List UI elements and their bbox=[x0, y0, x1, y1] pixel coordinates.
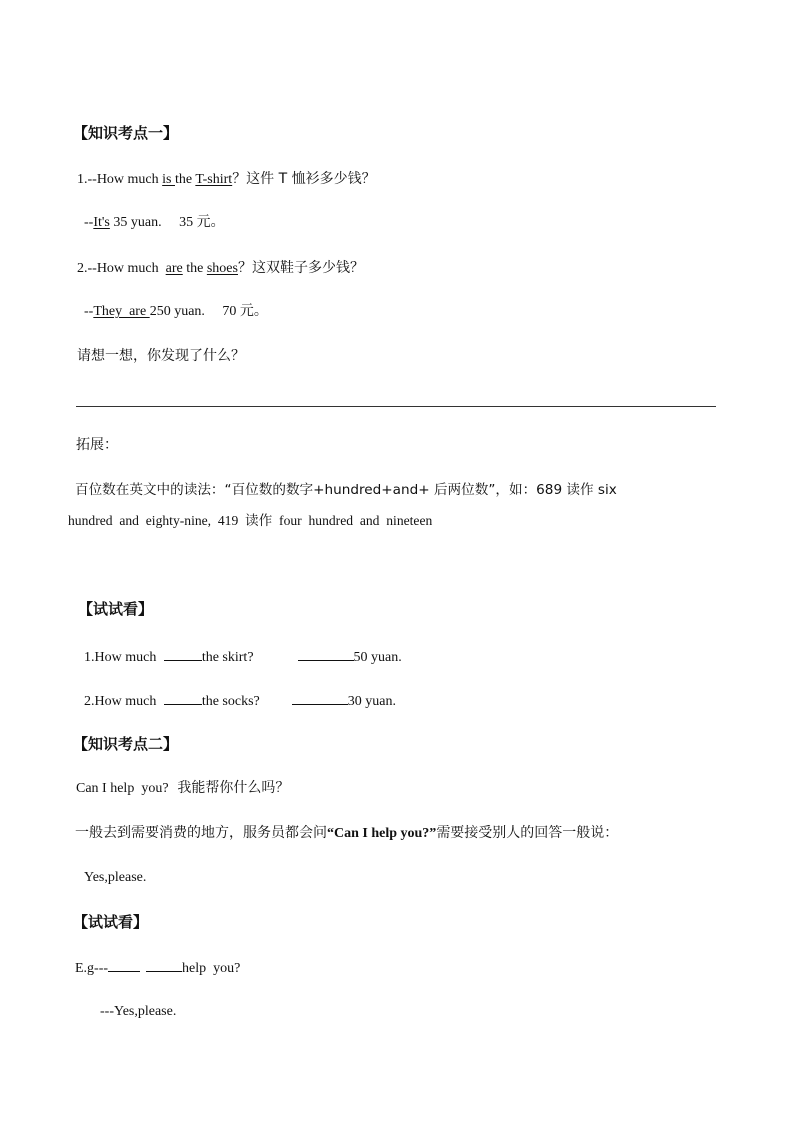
exercise-1-object: the skirt? bbox=[201, 650, 254, 665]
example-eg bbox=[75, 958, 240, 978]
example-1-prefix: 1.--How much bbox=[77, 172, 163, 187]
example-2-chinese: ？这双鞋子多少钱？ bbox=[237, 260, 364, 276]
example-2-mid: the bbox=[182, 261, 207, 276]
usage-intro: 一般去到需要消费的地方，服务员都会问 bbox=[75, 825, 327, 841]
example-eg-blank-1[interactable] bbox=[108, 958, 140, 972]
exercise-1-blank-verb[interactable] bbox=[164, 647, 202, 661]
example-2-answer-pronoun: They are bbox=[93, 304, 150, 319]
example-2-answer-prefix: -- bbox=[84, 304, 94, 319]
example-2-answer-rest: 250 yuan. 70 元。 bbox=[149, 304, 268, 319]
exercise-2-blank-answer[interactable] bbox=[292, 691, 348, 705]
section-heading-1: 【知识考点一】 bbox=[73, 124, 179, 142]
example-1-answer-prefix: -- bbox=[84, 215, 94, 230]
example-2-prefix: 2.--How much bbox=[77, 261, 166, 276]
example-1-answer-rest: 35 yuan. 35 元。 bbox=[109, 215, 225, 230]
example-1-mid: the bbox=[175, 172, 196, 187]
expand-text-line-1: 百位数在英文中的读法：“百位数的数字+hundred+and+ 后两位数”，如：689 读作 six bbox=[75, 482, 617, 498]
example-eg-rest: help you? bbox=[182, 961, 241, 976]
exercise-1-start: 1.How much bbox=[84, 650, 160, 665]
exercise-2 bbox=[84, 691, 396, 711]
try-heading-1: 【试试看】 bbox=[78, 600, 154, 618]
expand-label: 拓展： bbox=[76, 437, 118, 453]
example-eg-answer: ---Yes,please. bbox=[100, 1004, 177, 1019]
usage-line bbox=[75, 824, 618, 843]
example-1-answer bbox=[84, 214, 225, 232]
usage-phrase: “Can I help you?” bbox=[327, 826, 437, 841]
phrase-chinese: 我能帮你什么吗？ bbox=[168, 780, 290, 796]
exercise-1 bbox=[84, 647, 402, 667]
exercise-2-start: 2.How much bbox=[84, 694, 160, 709]
section-heading-2: 【知识考点二】 bbox=[73, 735, 179, 753]
usage-rest: 需要接受别人的回答一般说： bbox=[436, 825, 619, 841]
expand-text-line-2: hundred and eighty-nine, 419 读作 four hundred and nineteen bbox=[68, 513, 433, 528]
answer-line bbox=[76, 406, 716, 407]
phrase-line bbox=[76, 779, 289, 798]
exercise-2-object: the socks? bbox=[201, 694, 260, 709]
exercise-1-price: 50 yuan. bbox=[353, 650, 402, 665]
exercise-2-blank-verb[interactable] bbox=[164, 691, 202, 705]
example-1-noun: T-shirt bbox=[195, 172, 233, 187]
example-1-chinese: ？这件 T 恤衫多少钱？ bbox=[232, 171, 376, 187]
example-1-verb: is bbox=[162, 172, 175, 187]
example-1-answer-pronoun: It's bbox=[93, 215, 110, 230]
example-2-noun: shoes bbox=[206, 261, 238, 276]
phrase-english: Can I help you? bbox=[76, 781, 169, 796]
example-2 bbox=[77, 259, 364, 278]
example-2-verb: are bbox=[165, 261, 183, 276]
reflection-question: 请想一想，你发现了什么？ bbox=[77, 348, 245, 364]
example-1 bbox=[77, 170, 376, 189]
example-2-answer bbox=[84, 303, 268, 321]
usage-answer: Yes,please. bbox=[84, 870, 147, 885]
try-heading-2: 【试试看】 bbox=[73, 913, 149, 931]
example-eg-blank-2[interactable] bbox=[146, 958, 182, 972]
exercise-2-price: 30 yuan. bbox=[347, 694, 396, 709]
exercise-1-blank-answer[interactable] bbox=[298, 647, 354, 661]
example-eg-prefix: E.g--- bbox=[75, 961, 109, 976]
